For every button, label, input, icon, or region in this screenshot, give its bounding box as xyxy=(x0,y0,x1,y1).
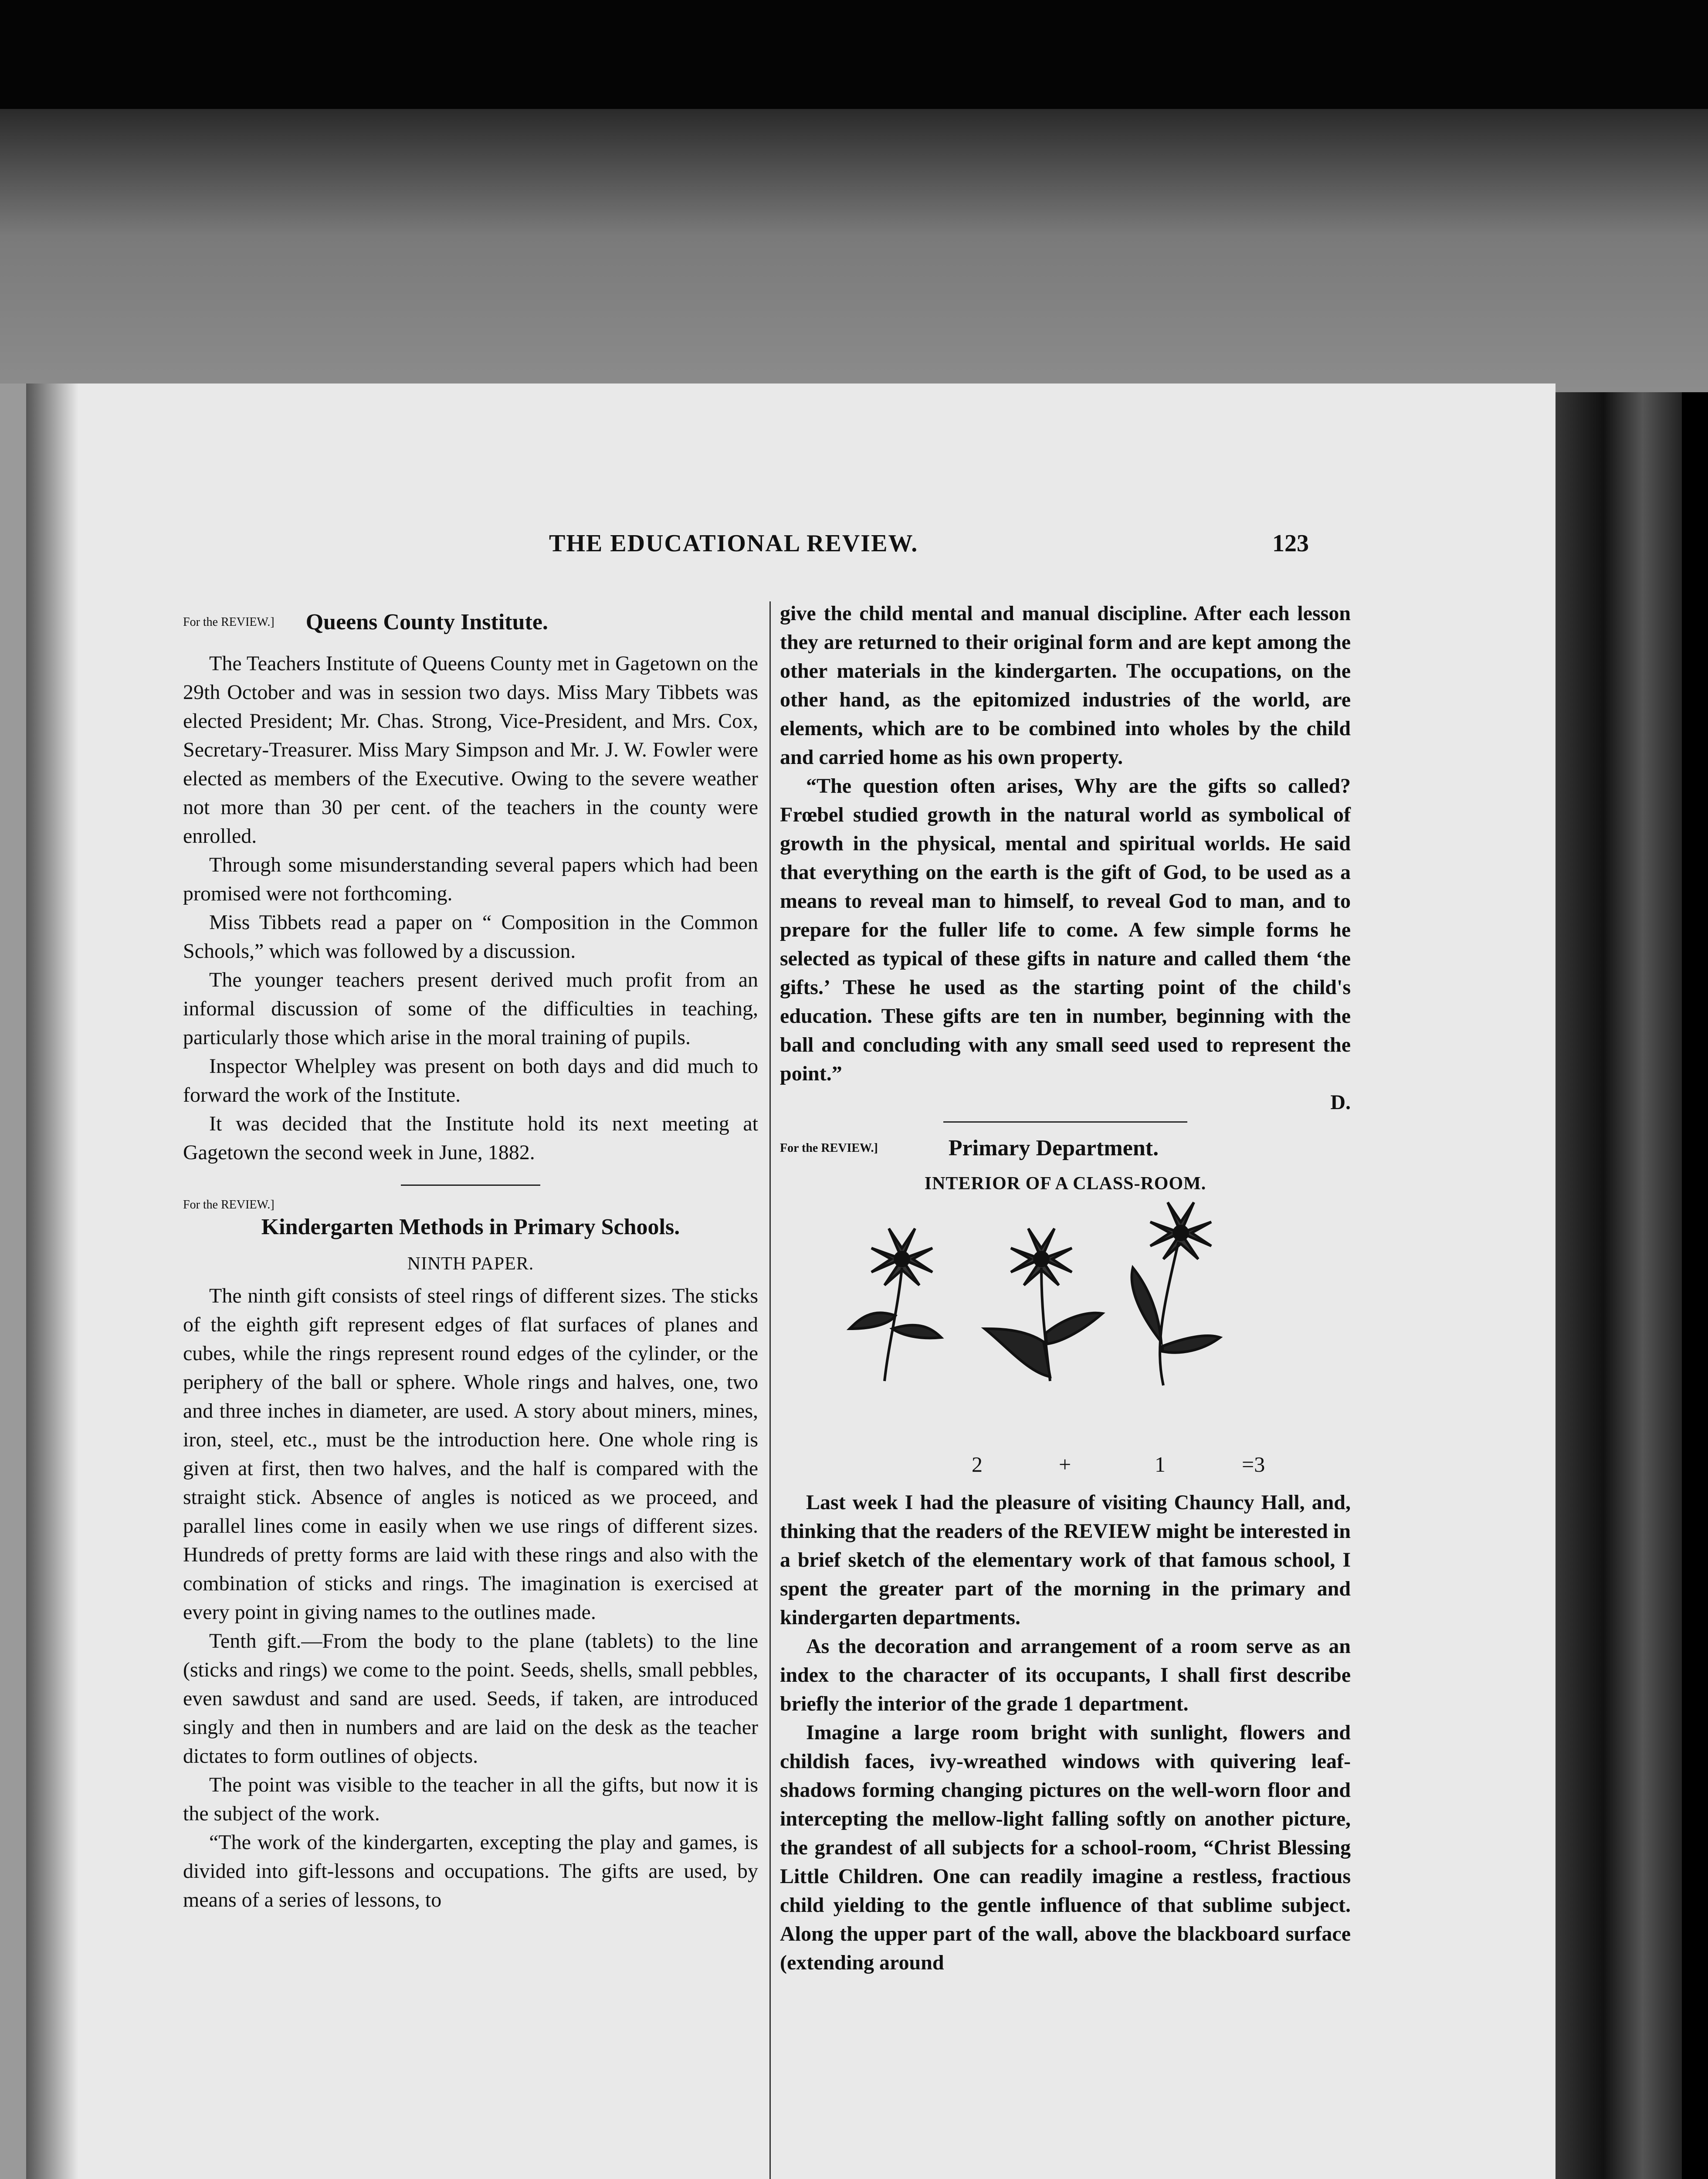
article-title: Queens County Institute. xyxy=(305,610,548,635)
article-primary-department xyxy=(780,1134,1351,1977)
paragraph: Tenth gift.—From the body to the plane (tablets) to the line (sticks and rings) we come to the point. Seeds, shells, small pebbles, even sawdust and sand are used. Seeds, if taken, are introduced singly and then in numbers and are laid on the desk as the teacher dictates to form outlines of objects. xyxy=(183,1629,758,1768)
page-number: 123 xyxy=(1272,530,1309,557)
book-edge-right xyxy=(1551,392,1682,2179)
paragraph: The younger teachers present derived much profit from an informal discussion of some of the difficulties in teaching, particularly those which arise in the moral training of pupils. xyxy=(183,968,758,1049)
for-review-label: For the REVIEW.] xyxy=(183,1198,274,1212)
adjacent-page-edge xyxy=(0,384,26,2179)
paragraph: “The work of the kindergarten, excepting the play and games, is divided into gift-lessons and occupations. The gifts are used, by means of a series of lessons, to xyxy=(183,1831,758,1911)
left-column xyxy=(183,608,758,1914)
equation-right: 1 xyxy=(1155,1452,1166,1476)
paragraph: The Teachers Institute of Queens County met in Gagetown on the 29th October and was in session two days. Miss Mary Tibbets was elected President; Mr. Chas. Strong, Vice-President, and Mrs. Cox, Secretary-Treasurer. Miss Mary Simpson and Mr. J. W. Fowler were elected as members of the Executive. Owing to the severe weather not more than 30 per cent. of the teachers in the county were enrolled. xyxy=(183,652,758,848)
article-title: Primary Department. xyxy=(948,1136,1159,1161)
paragraph: It was decided that the Institute hold its next meeting at Gagetown the second week in June, 1882. xyxy=(183,1112,758,1164)
paragraph: Last week I had the pleasure of visiting Chauncy Hall, and, thinking that the readers of the REVIEW might be interested in a brief sketch of the elementary work of that famous school, I spent the greater part of the morning in the primary and kindergarten departments. xyxy=(780,1491,1351,1629)
paragraph: give the child mental and manual discipline. After each lesson they are returned to their original form and are kept among the other materials in the kindergarten. The occupations, on the other hand, as the epitomized industries of the world, are elements, which are to be combined into wholes by the child and carried home as his own property. xyxy=(780,602,1351,769)
article-queens-county xyxy=(183,608,758,1167)
flower-3-icon xyxy=(1132,1202,1220,1385)
paragraph: Miss Tibbets read a paper on “ Composition in the Common Schools,” which was followed by a discussion. xyxy=(183,911,758,963)
paragraph: As the decoration and arrangement of a room serve as an index to the character of its occupants, I shall first describe briefly the interior of the grade 1 department. xyxy=(780,1635,1351,1715)
flower-1-icon xyxy=(850,1229,941,1381)
scan-background-band xyxy=(0,109,1708,392)
paragraph: The point was visible to the teacher in all the gifts, but now it is the subject of the work. xyxy=(183,1773,758,1825)
article-subtitle: NINTH PAPER. xyxy=(407,1254,534,1274)
paragraph: The ninth gift consists of steel rings of different sizes. The sticks of the eighth gift represent edges of flat surfaces of planes and cubes, while the rings represent round edges of the cylinder, or the periphery of the ball or sphere. Whole rings and halves, one, two and three inches in diameter, are used. A story about miners, mines, iron, steel, etc., must be the introduction here. One whole ring is given at first, then two halves, and the half is compared with the straight stick. Absence of angles is noticed as we proceed, and parallel lines come in easily when we use rings of different sizes. Hundreds of pretty forms are laid with these rings and also with the combination of sticks and rings. The imagination is exercised at every point in giving names to the outlines made. xyxy=(183,1284,758,1624)
page-gutter-shadow xyxy=(26,384,78,2179)
article-subtitle: INTERIOR OF A CLASS-ROOM. xyxy=(924,1174,1206,1194)
flower-2-icon xyxy=(985,1229,1102,1381)
paragraph: Inspector Whelpley was present on both days and did much to forward the work of the Institute. xyxy=(183,1055,758,1106)
flower-equation xyxy=(780,1450,1351,1480)
paragraph: Through some misunderstanding several papers which had been promised were not forthcoming. xyxy=(183,853,758,905)
section-rule xyxy=(943,1121,1187,1123)
scan-border-top xyxy=(0,0,1708,109)
equation-plus: + xyxy=(1059,1452,1071,1476)
article-title: Kindergarten Methods in Primary Schools. xyxy=(261,1215,680,1239)
for-review-label: For the REVIEW.] xyxy=(780,1141,878,1155)
running-header: THE EDUCATIONAL REVIEW. xyxy=(549,530,918,557)
for-review-label: For the REVIEW.] xyxy=(183,615,274,629)
author-signature: D. xyxy=(1330,1091,1351,1114)
right-column xyxy=(780,599,1351,1977)
paragraph: “The question often arises, Why are the gifts so called? Frœbel studied growth in the natural world as symbolical of growth in the physical, mental and spiritual worlds. He said that everything on the earth is the gift of God, to be used as a means to reveal man to himself, to reveal God to man, and to prepare for the fuller life to come. A few simple forms he selected as typical of these gifts in nature and called them ‘the gifts.’ These he used as the starting point of the child's education. These gifts are ten in number, beginning with the ball and concluding with any small seed used to represent the point.” xyxy=(780,774,1351,1085)
flower-illustration xyxy=(780,1198,1351,1442)
equation-result: =3 xyxy=(1242,1452,1265,1476)
paragraph: Imagine a large room bright with sunlight, flowers and childish faces, ivy-wreathed windows with quivering leaf-shadows forming changing pictures on the well-worn floor and intercepting the mellow-light falling softly on another picture, the grandest of all subjects for a school-room, “Christ Blessing Little Children. One can readily imagine a restless, fractious child yielding to the gentle influence of that sublime subject. Along the upper part of the wall, above the blackboard surface (extending around xyxy=(780,1721,1351,1974)
article-kindergarten xyxy=(183,1197,758,1914)
section-rule xyxy=(401,1185,540,1186)
column-divider xyxy=(769,601,771,2179)
equation-left: 2 xyxy=(972,1452,983,1476)
